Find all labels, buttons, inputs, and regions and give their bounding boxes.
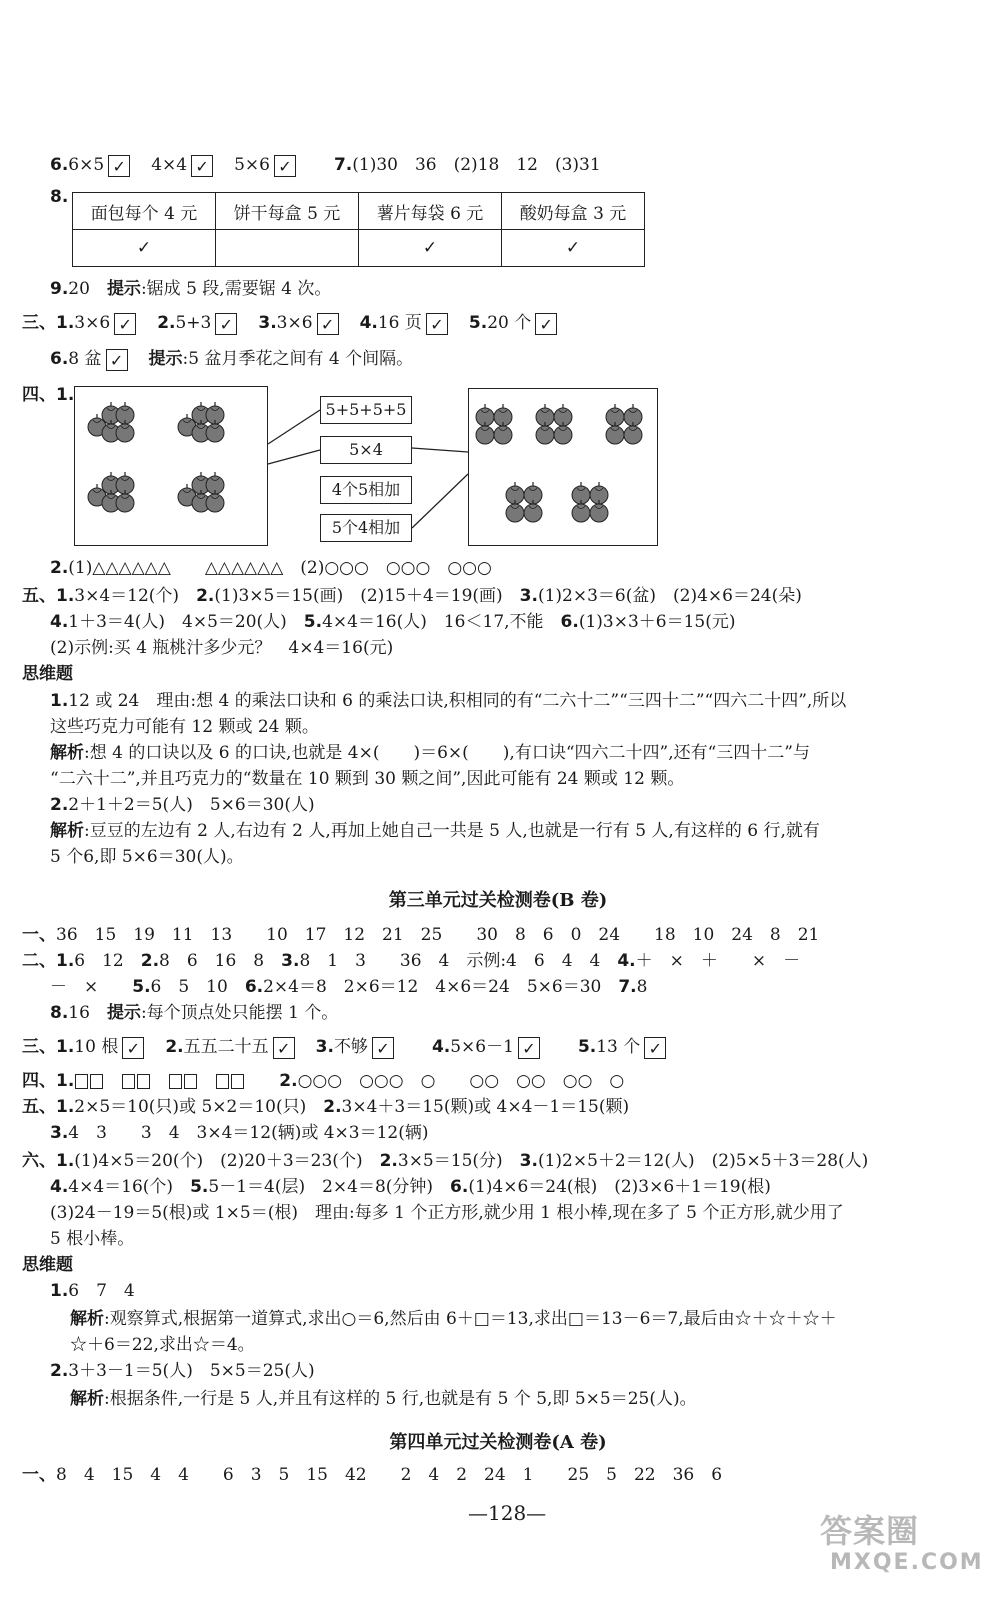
- c-line1: 一、8 4 15 4 4 6 3 5 15 42 2 4 2 24 1 25 5 22 36 6: [22, 1465, 723, 1485]
- watermark-url: MXQE.COM: [830, 1550, 984, 1575]
- check-box: ✓: [114, 313, 136, 335]
- think-q1-cont: 这些巧克力可能有 12 颗或 24 颗。: [50, 717, 319, 737]
- table-cell: ✓: [73, 230, 216, 267]
- right-apple-box: [468, 388, 658, 546]
- b-think-q1: 1.6 7 4: [50, 1281, 135, 1301]
- think-q2-analysis-cont: 5 个6,即 5×6＝30(人)。: [50, 847, 244, 867]
- section-title: 第三单元过关检测卷(B 卷): [388, 890, 608, 911]
- check-box: ✓: [644, 1037, 666, 1059]
- table-cell: ✓: [359, 230, 502, 267]
- square-icon: [169, 1074, 182, 1089]
- square-icon: [216, 1074, 229, 1089]
- section-5-line3: (2)示例:买 4 瓶桃汁多少元？ 4×4＝16(元): [50, 638, 394, 658]
- watermark-logo: 答案圈: [820, 1512, 920, 1550]
- b-section-6-line2: 4.4×4＝16(个) 5.5－1＝4(层) 2×4＝8(分钟) 6.(1)4×6＝24(根) (2)3×6＋1＝19(根): [50, 1177, 771, 1197]
- line-6-7: 6.6×5 ✓ 4×4 ✓ 5×6 ✓ 7.(1)30 36 (2)18 12 (3)31: [50, 155, 601, 176]
- table-header: 面包每个 4 元: [73, 193, 216, 230]
- b-section-5-line2: 3.4 3 3 4 3×4＝12(辆)或 4×3＝12(辆): [50, 1123, 429, 1143]
- b-section-3: 三、1.10 根 ✓ 2.五五二十五 ✓ 3.不够 ✓ 4.5×6－1 ✓ 5.13 个 ✓: [22, 1036, 670, 1059]
- thinking-heading: 思维题: [22, 1255, 73, 1275]
- section-3-q6: 6.8 盆 ✓ 提示:5 盆月季花之间有 4 个间隔。: [50, 349, 414, 370]
- section-5-line2: 4.1＋3＝4(人) 4×5＝20(人) 5.4×4＝16(人) 16＜17,不能 6.(1)3×3＋6＝15(元): [50, 612, 736, 632]
- check-box: ✓: [108, 155, 130, 177]
- b-think-q1-analysis-cont: ☆＋6＝22,求出☆＝4。: [70, 1335, 255, 1355]
- b-line2: 二、1.6 12 2.8 6 16 8 3.8 1 3 36 4 示例:4 6 4 4 4.＋ × ＋ × －: [22, 951, 801, 971]
- b-section-6-line3: (3)24－19＝5(根)或 1×5＝(根) 理由:每多 1 个正方形,就少用 1 根小棒,现在多了 5 个正方形,就少用了: [50, 1203, 844, 1223]
- square-icon: [184, 1074, 197, 1089]
- check-box: ✓: [191, 155, 213, 177]
- match-label: 5+5+5+5: [320, 396, 412, 424]
- check-box: ✓: [274, 155, 296, 177]
- b-section-4: 四、1. 2.○○○ ○○○ ○ ○○ ○○ ○○ ○: [22, 1071, 625, 1091]
- section-title: 第四单元过关检测卷(A 卷): [389, 1432, 607, 1453]
- think-q1: 1.12 或 24 理由:想 4 的乘法口诀和 6 的乘法口诀,积相同的有“二六十二”“三四十二”“四六二十四”,所以: [50, 691, 847, 711]
- table-header: 酸奶每盒 3 元: [502, 193, 645, 230]
- line-9: 9.20 提示:锯成 5 段,需要锯 4 次。: [50, 279, 332, 299]
- check-box: ✓: [215, 313, 237, 335]
- check-box: ✓: [372, 1037, 394, 1059]
- b-think-q1-analysis: 解析:观察算式,根据第一道算式,求出○＝6,然后由 6＋□＝13,求出□＝13－6＝7,最后由☆＋☆＋☆＋: [70, 1309, 837, 1329]
- check-box: ✓: [106, 349, 128, 371]
- check-box: ✓: [317, 313, 339, 335]
- table-header: 薯片每袋 6 元: [359, 193, 502, 230]
- match-label: 5个4相加: [320, 514, 412, 542]
- square-icon: [137, 1074, 150, 1089]
- think-q1-analysis-cont: “二六十二”,并且巧克力的“数量在 10 颗到 30 颗之间”,因此可能有 24 颗或 12 颗。: [50, 769, 685, 789]
- section-5-line1: 五、1.3×4＝12(个) 2.(1)3×5＝15(画) (2)15＋4＝19(画) 3.(1)2×3＝6(盆) (2)4×6＝24(朵): [22, 586, 802, 606]
- check-box: ✓: [535, 313, 557, 335]
- b-section-5-line1: 五、1.2×5＝10(只)或 5×2＝10(只) 2.3×4＋3＝15(颗)或 4×4－1＝15(颗): [22, 1097, 630, 1117]
- b-section-6-line4: 5 根小棒。: [50, 1229, 135, 1249]
- section-3-line: 三、1.3×6 ✓ 2.5+3 ✓ 3.3×6 ✓ 4.16 页 ✓ 5.20 个 ✓: [22, 312, 561, 335]
- section-4-label: 四、1.: [22, 385, 75, 405]
- check-box: ✓: [518, 1037, 540, 1059]
- square-icon: [90, 1074, 103, 1089]
- match-label: 4个5相加: [320, 476, 412, 504]
- b-line4: 8.16 提示:每个顶点处只能摆 1 个。: [50, 1003, 339, 1023]
- b-section-6-line1: 六、1.(1)4×5＝20(个) (2)20＋3＝23(个) 2.3×5＝15(分) 3.(1)2×5＋2＝12(人) (2)5×5＋3＝28(人): [22, 1151, 869, 1171]
- page-number: —128—: [468, 1501, 547, 1525]
- apple-groups-right: [469, 389, 657, 545]
- think-q2: 2.2＋1＋2＝5(人) 5×6＝30(人): [50, 795, 315, 815]
- think-q2-analysis: 解析:豆豆的左边有 2 人,右边有 2 人,再加上她自己一共是 5 人,也就是一行有 5 人,有这样的 6 行,就有: [50, 821, 820, 841]
- match-label: 5×4: [320, 436, 412, 464]
- b-line3: － × 5.6 5 10 6.2×4＝8 2×6＝12 4×6＝24 5×6＝30 7.8: [50, 977, 648, 997]
- table-cell: ✓: [502, 230, 645, 267]
- think-q1-analysis: 解析:想 4 的口诀以及 6 的口诀,也就是 4×( )＝6×( ),有口诀“四六二十四”,还有“三四十二”与: [50, 743, 811, 763]
- square-icon: [122, 1074, 135, 1089]
- square-icon: [75, 1074, 88, 1089]
- square-icon: [231, 1074, 244, 1089]
- b-think-q2: 2.3＋3－1＝5(人) 5×5＝25(人): [50, 1361, 315, 1381]
- check-box: ✓: [426, 313, 448, 335]
- table-header: 饼干每盒 5 元: [216, 193, 359, 230]
- b-line1: 一、36 15 19 11 13 10 17 12 21 25 30 8 6 0 24 18 10 24 8 21: [22, 925, 820, 945]
- thinking-heading: 思维题: [22, 664, 73, 684]
- check-box: ✓: [122, 1037, 144, 1059]
- b-think-q2-analysis: 解析:根据条件,一行是 5 人,并且有这样的 5 行,也就是有 5 个 5,即 5×5＝25(人)。: [70, 1389, 697, 1409]
- q8-label: 8.: [50, 187, 69, 207]
- check-box: ✓: [273, 1037, 295, 1059]
- section-4-q2: 2.(1)△△△△△△ △△△△△△ (2)○○○ ○○○ ○○○: [50, 558, 492, 578]
